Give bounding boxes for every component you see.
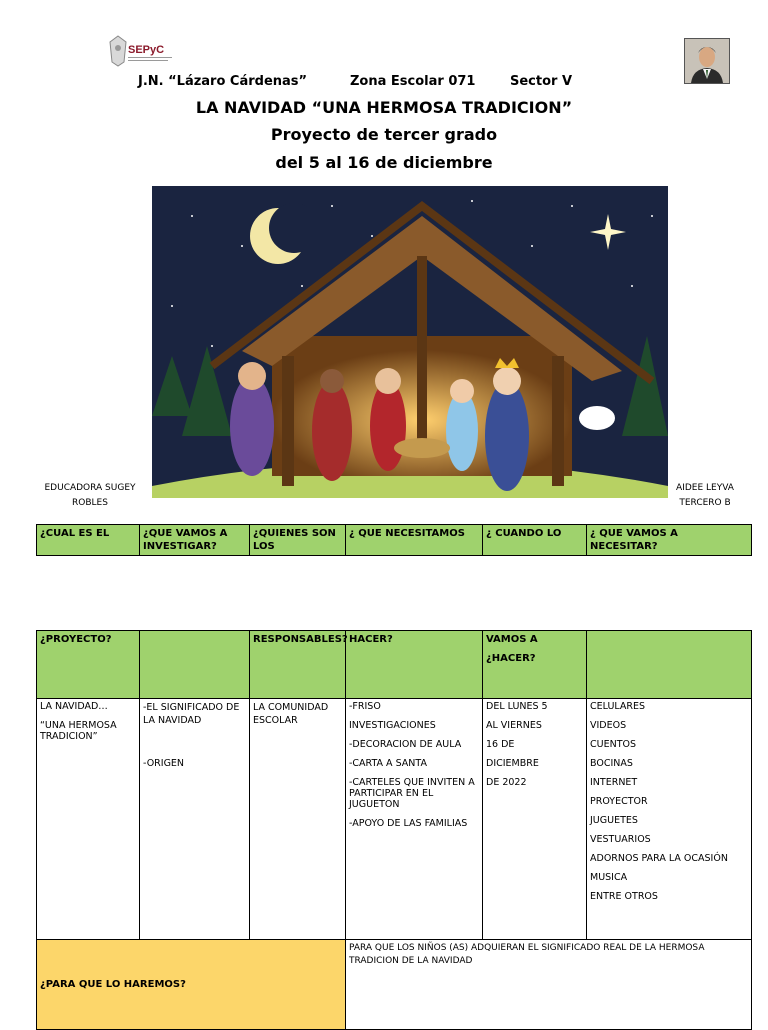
header-cell: ¿PROYECTO?: [37, 631, 140, 699]
shield-icon: [108, 34, 128, 68]
needs-cell: [346, 699, 483, 940]
student-grade: TERCERO B: [679, 498, 731, 508]
material-item: MUSICA: [590, 872, 628, 883]
investigate-item: -ORIGEN: [143, 758, 185, 769]
when-line: DE 2022: [486, 777, 527, 788]
header-cell: [587, 631, 752, 699]
header-line: ¿HACER?: [486, 653, 536, 664]
material-item: VIDEOS: [590, 720, 627, 731]
when-line: 16 DE: [486, 739, 515, 750]
needs-item: -CARTELES QUE INVITEN A PARTICIPAR EN EL JUGUETON: [349, 777, 475, 810]
material-item: CELULARES: [590, 701, 646, 712]
school-name: J.N. “Lázaro Cárdenas”: [138, 74, 308, 89]
header-cell: RESPONSABLES?: [250, 631, 346, 699]
material-item: INTERNET: [590, 777, 638, 788]
project-subtitle: “UNA HERMOSA TRADICION”: [40, 720, 117, 742]
document-dates: del 5 al 16 de diciembre: [275, 153, 493, 172]
header-cell: [483, 631, 587, 699]
nativity-illustration: [152, 186, 668, 498]
responsible-cell: LA COMUNIDAD ESCOLAR: [250, 699, 346, 940]
needs-item: -FRISO: [349, 701, 381, 712]
material-item: JUGUETES: [590, 815, 638, 826]
header-cell: ¿ QUE NECESITAMOS: [346, 525, 483, 556]
material-item: VESTUARIOS: [590, 834, 651, 845]
logo-subtitle-lines: [128, 57, 176, 63]
when-line: DEL LUNES 5: [486, 701, 548, 712]
project-cell: [37, 699, 140, 940]
investigate-cell: [140, 699, 250, 940]
purpose-label: ¿PARA QUE LO HAREMOS?: [37, 940, 346, 1030]
teacher-name-line2: ROBLES: [72, 498, 108, 508]
school-sector: Sector V: [510, 74, 573, 89]
material-item: ADORNOS PARA LA OCASIÓN: [590, 853, 728, 864]
header-cell: ¿QUE VAMOS A INVESTIGAR?: [140, 525, 250, 556]
header-cell: [140, 631, 250, 699]
teacher-name: [36, 481, 144, 511]
project-table: [36, 630, 752, 1030]
materials-cell: [587, 699, 752, 940]
header-cell: HACER?: [346, 631, 483, 699]
teacher-name-line1: EDUCADORA SUGEY: [44, 483, 136, 493]
header-cell: ¿ QUE VAMOS A NECESITAR?: [587, 525, 752, 556]
material-item: PROYECTOR: [590, 796, 648, 807]
needs-item: -DECORACION DE AULA: [349, 739, 462, 750]
purpose-text: PARA QUE LOS NIÑOS (AS) ADQUIERAN EL SIGNIFICADO REAL DE LA HERMOSA TRADICION DE LA NAVIDAD: [346, 940, 752, 1030]
document-subtitle: Proyecto de tercer grado: [270, 125, 498, 144]
material-item: BOCINAS: [590, 758, 633, 769]
material-item: CUENTOS: [590, 739, 637, 750]
investigate-item: -EL SIGNIFICADO DE LA NAVIDAD: [143, 702, 240, 726]
student-info: [668, 481, 742, 511]
needs-item: -APOYO DE LAS FAMILIAS: [349, 818, 468, 829]
header-cell: ¿QUIENES SON LOS: [250, 525, 346, 556]
document-title: LA NAVIDAD “UNA HERMOSA TRADICION”: [195, 98, 573, 117]
needs-item: INVESTIGACIONES: [349, 720, 436, 731]
student-name: AIDEE LEYVA: [676, 483, 734, 493]
when-line: DICIEMBRE: [486, 758, 539, 769]
project-name: LA NAVIDAD…: [40, 701, 108, 712]
header-cell: ¿ CUANDO LO: [483, 525, 587, 556]
school-zone: Zona Escolar 071: [350, 74, 476, 89]
portrait-image: [684, 38, 730, 84]
logo-text: SEPyC: [128, 44, 165, 56]
when-cell: [483, 699, 587, 940]
needs-item: -CARTA A SANTA: [349, 758, 427, 769]
material-item: ENTRE OTROS: [590, 891, 658, 902]
when-line: AL VIERNES: [486, 720, 542, 731]
header-line: VAMOS A: [486, 634, 538, 645]
header-cell: ¿CUAL ES EL: [37, 525, 140, 556]
questions-header-table: [36, 524, 752, 556]
